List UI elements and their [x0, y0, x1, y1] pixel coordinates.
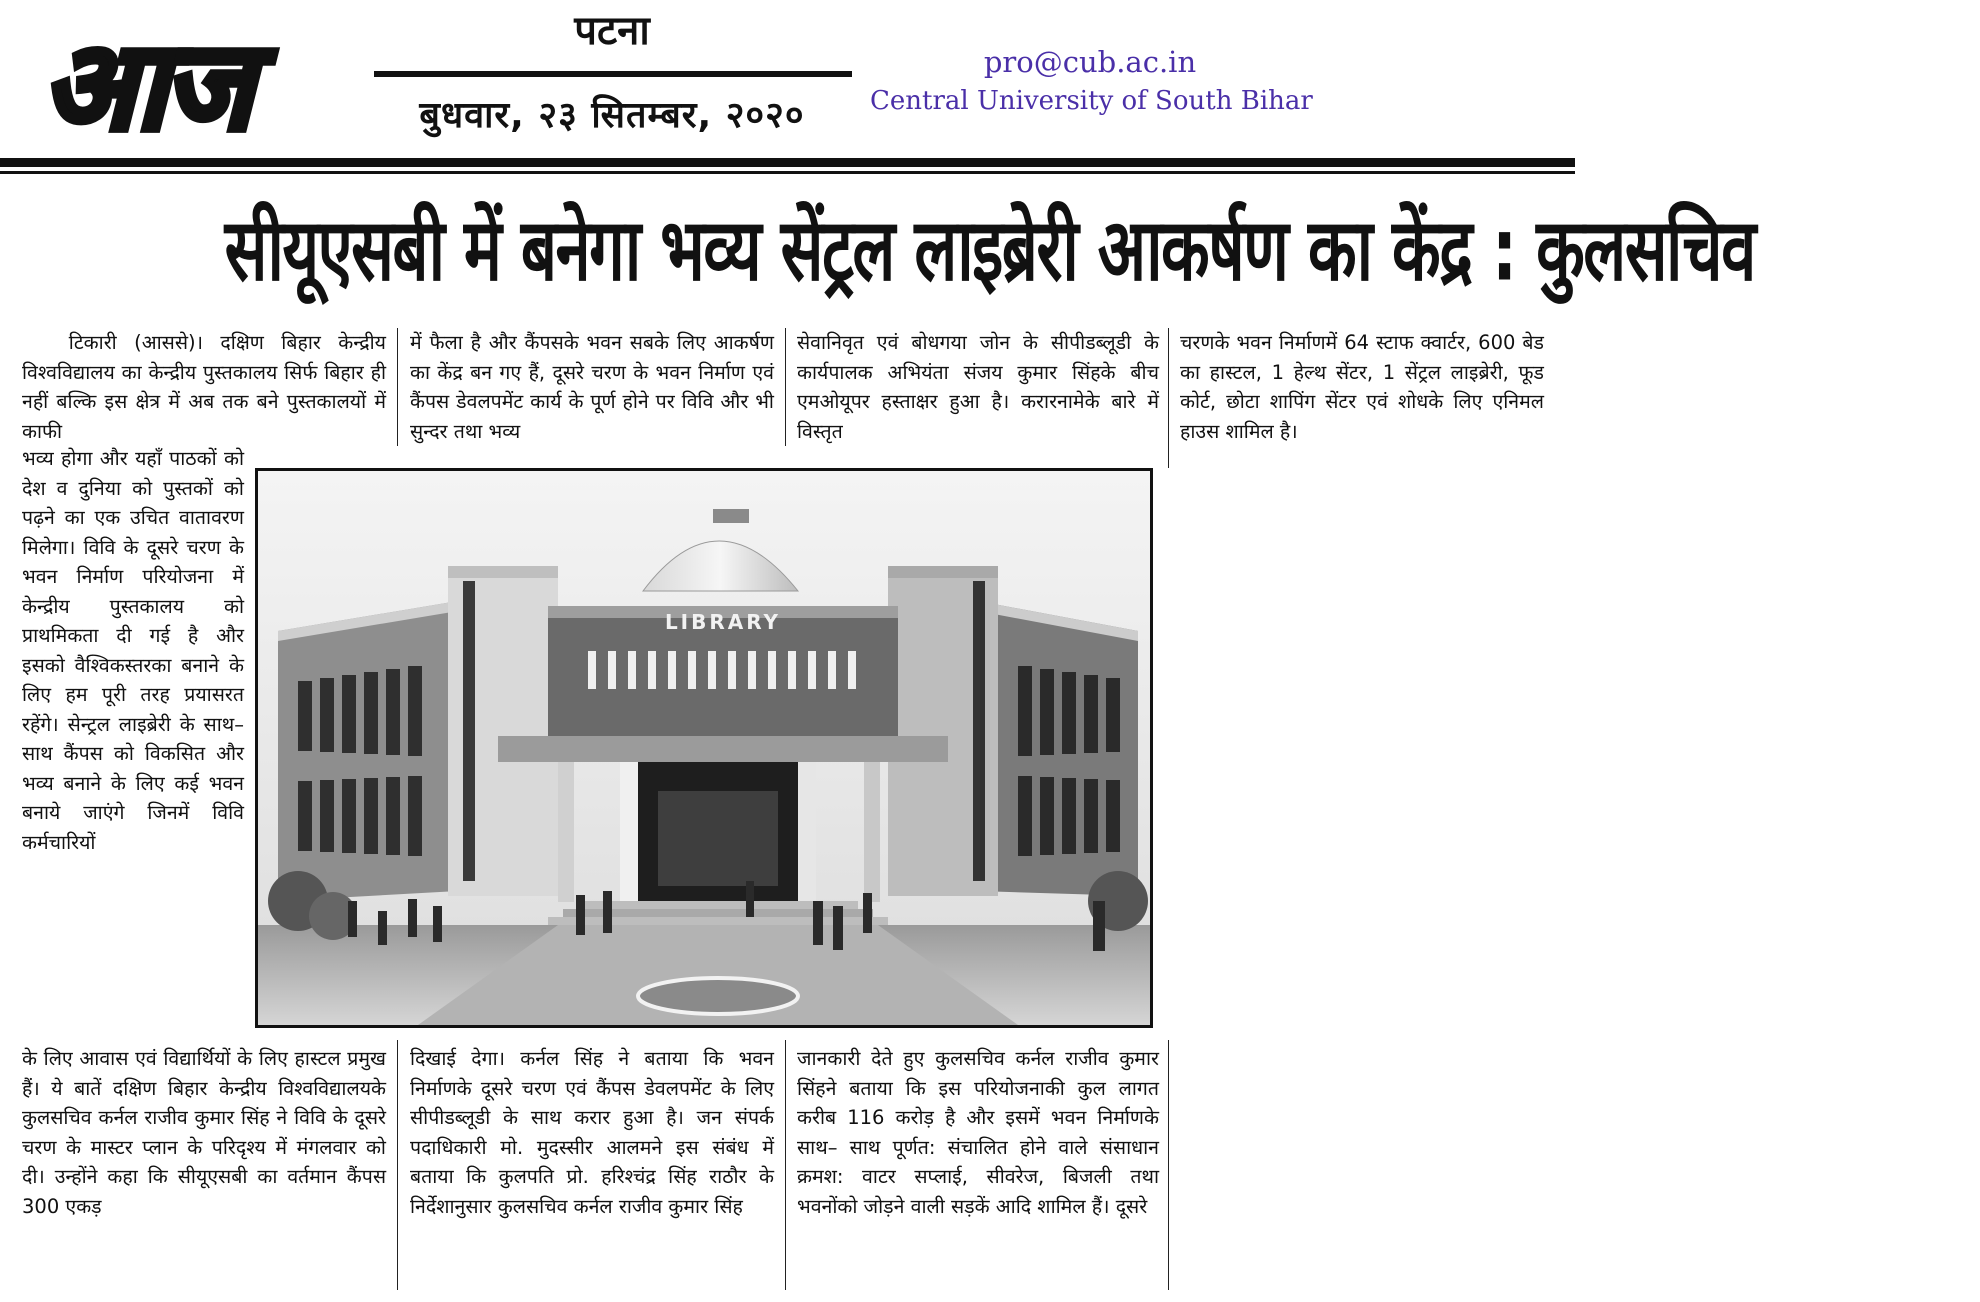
article-col2-top [410, 328, 774, 446]
contact-email: pro@cub.ac.in [983, 45, 1197, 79]
article-paragraph: टिकारी (आससे)। दक्षिण बिहार केन्द्रीय विश्वविद्यालय का केन्द्रीय पुस्तकालय सिर्फ बिहार ही नहीं बल्कि इस क्षेत्र में अब तक बने पुस्तकालयों में काफी [22, 331, 386, 443]
column-divider [785, 328, 786, 446]
newspaper-logo [38, 10, 368, 157]
article-paragraph: दिखाई देगा। कर्नल सिंह ने बताया कि भवन निर्माणके दूसरे चरण एवं कैंपस डेवलपमेंट के लिए सीपीडब्लूडी के साथ करार हुआ है। जन संपर्क पदाधिकारी मो. मुदस्सीर आलमने इस संबंध में बताया कि कुलपति प्रो. हरिश्चंद्र सिंह राठौर के निर्देशानुसार कुलसचिव कर्नल राजीव कुमार सिंह [410, 1047, 774, 1218]
column-divider [397, 1040, 398, 1290]
logo-text: आज [42, 15, 250, 157]
city-divider [374, 71, 852, 77]
column-divider [785, 1040, 786, 1290]
article-col1-bottom [22, 1044, 386, 1221]
column-divider [1168, 1040, 1169, 1290]
masthead-rule [0, 158, 1575, 167]
headline: सीयूएसबी में बनेगा भव्य सेंट्रल लाइब्रेरी आकर्षण का केंद्र : कुलसचिव [224, 200, 1755, 301]
article-col1-top [22, 328, 386, 446]
article-col3-top [797, 328, 1159, 446]
article-paragraph: जानकारी देते हुए कुलसचिव कर्नल राजीव कुमार सिंहने बताया कि इस परियोजनाकी कुल लागत करीब 116 करोड़ है और इसमें भवन निर्माणके साथ– साथ पूर्णत: संचालित होने वाले संसाधान क्रमश: वाटर सप्लाई, सीवरेज, बिजली तथा भवनोंको जोड़ने वाली सड़कें आदि शामिल हैं। दूसरे [797, 1047, 1159, 1218]
column-divider [397, 328, 398, 446]
university-name: Central University of South Bihar [870, 86, 1313, 116]
article-paragraph: में फैला है और कैंपसके भवन सबके लिए आकर्षण का केंद्र बन गए हैं, दूसरे चरण के भवन निर्माण एवं कैंपस डेवलपमेंट कार्य के पूर्ण होने पर विवि और भी सुन्दर तथा भव्य [410, 331, 774, 443]
masthead-subrule [0, 171, 1575, 174]
article-paragraph: के लिए आवास एवं विद्यार्थियों के लिए हास्टल प्रमुख हैं। ये बातें दक्षिण बिहार केन्द्रीय विश्वविद्यालयके कुलसचिव कर्नल राजीव कुमार सिंह ने विवि के दूसरे चरण के मास्टर प्लान के परिदृश्य में मंगलवार को दी। उन्होंने कहा कि सीयूएसबी का वर्तमान कैंपस 300 एकड़ [22, 1047, 386, 1218]
article-paragraph: चरणके भवन निर्माणमें 64 स्टाफ क्वार्टर, 600 बेड का हास्टल, 1 हेल्थ सेंटर, 1 सेंट्रल लाइब्रेरी, फूड कोर्ट, छोटा शापिंग सेंटर एवं शोधके लिए एनिमल हाउस शामिल है। [1180, 331, 1544, 443]
column-divider [1168, 328, 1169, 468]
edition-date: बुधवार, २३ सितम्बर, २०२० [419, 95, 805, 136]
article-paragraph: सेवानिवृत एवं बोधगया जोन के सीपीडब्लूडी के कार्यपालक अभियंता संजय कुमार सिंहके बीच एमओयूपर हस्ताक्षर हुआ है। करारनामेके बारे में विस्तृत [797, 331, 1159, 443]
library-building-photo [255, 468, 1153, 1028]
article-col2-bottom [410, 1044, 774, 1221]
article-col3-bottom [797, 1044, 1159, 1221]
article-col4 [1180, 328, 1544, 446]
masthead [0, 0, 1575, 170]
building-sign-text: LIBRARY [664, 610, 782, 634]
article-paragraph: भव्य होगा और यहाँ पाठकों को देश व दुनिया को पुस्तकों को पढ़ने का एक उचित वातावरण मिलेगा। विवि के दूसरे चरण के भवन निर्माण परियोजना में केन्द्रीय पुस्तकालय को प्राथमिकता दी गई है और इसको वैश्विकस्तरका बनाने के लिए हम पूरी तरह प्रयासरत रहेंगे। सेन्ट्रल लाइब्रेरी के साथ–साथ कैंपस को विकसित और भव्य बनाने के लिए कई भवन बनाये जाएंगे जिनमें विवि कर्मचारियों [22, 447, 244, 854]
library-rendering [258, 471, 1150, 1025]
article-col1-wrap [22, 444, 244, 857]
edition-city: पटना [574, 8, 650, 54]
